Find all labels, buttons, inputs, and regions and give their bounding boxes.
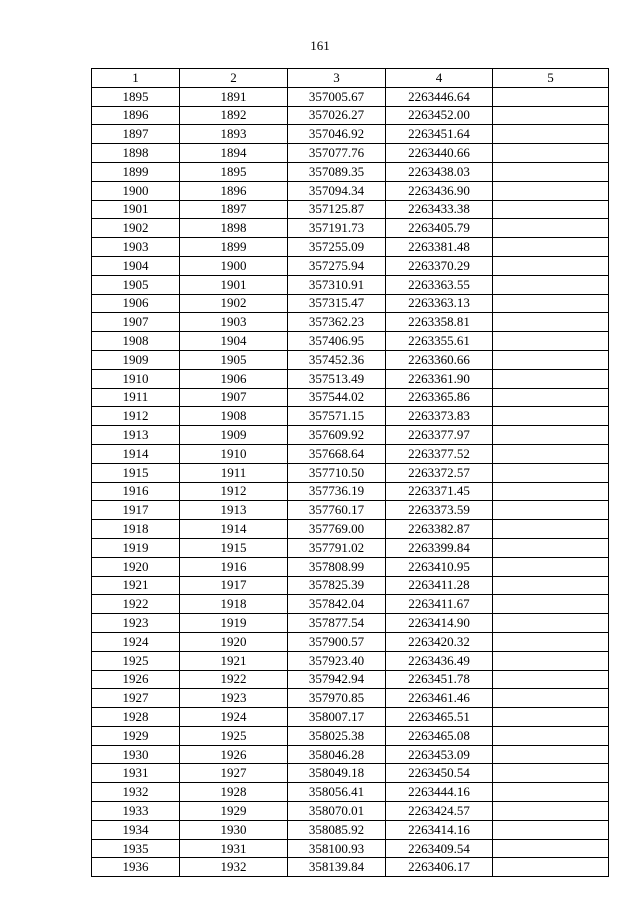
table-cell-col-3: 358070.01 (288, 802, 386, 821)
table-cell-col-2: 1900 (180, 256, 288, 275)
table-cell-col-1: 1917 (92, 501, 180, 520)
table-cell-col-5 (493, 482, 609, 501)
table-cell-col-4: 2263433.38 (386, 200, 493, 219)
table-row (92, 839, 609, 858)
table-cell-col-2: 1926 (180, 745, 288, 764)
table-cell-col-4: 2263371.45 (386, 482, 493, 501)
table-cell-col-5 (493, 200, 609, 219)
table-cell-col-4: 2263358.81 (386, 313, 493, 332)
table-cell-col-3: 357094.34 (288, 181, 386, 200)
table-cell-col-2: 1930 (180, 820, 288, 839)
table-row (92, 106, 609, 125)
table-cell-col-1: 1904 (92, 256, 180, 275)
table-row (92, 783, 609, 802)
table-cell-col-1: 1898 (92, 144, 180, 163)
table-cell-col-5 (493, 294, 609, 313)
table-cell-col-4: 2263451.78 (386, 670, 493, 689)
table-cell-col-2: 1922 (180, 670, 288, 689)
table-cell-col-3: 358100.93 (288, 839, 386, 858)
table-row (92, 87, 609, 106)
table-cell-col-2: 1910 (180, 444, 288, 463)
table-cell-col-4: 2263414.90 (386, 614, 493, 633)
table-cell-col-5 (493, 219, 609, 238)
table-cell-col-5 (493, 576, 609, 595)
table-cell-col-1: 1897 (92, 125, 180, 144)
table-cell-col-4: 2263372.57 (386, 463, 493, 482)
table-row (92, 501, 609, 520)
table-cell-col-2: 1906 (180, 369, 288, 388)
table-cell-col-3: 357452.36 (288, 350, 386, 369)
table-row (92, 407, 609, 426)
table-row (92, 576, 609, 595)
table-cell-col-5 (493, 745, 609, 764)
table-cell-col-2: 1915 (180, 538, 288, 557)
table-cell-col-4: 2263410.95 (386, 557, 493, 576)
table-cell-col-4: 2263461.46 (386, 689, 493, 708)
table-cell-col-3: 357571.15 (288, 407, 386, 426)
table-cell-col-1: 1900 (92, 181, 180, 200)
table-cell-col-2: 1917 (180, 576, 288, 595)
table-row (92, 632, 609, 651)
table-row (92, 332, 609, 351)
table-row (92, 745, 609, 764)
table-cell-col-5 (493, 858, 609, 877)
table-cell-col-2: 1925 (180, 726, 288, 745)
table-row (92, 858, 609, 877)
table-cell-col-3: 357970.85 (288, 689, 386, 708)
table-cell-col-1: 1919 (92, 538, 180, 557)
table-cell-col-2: 1896 (180, 181, 288, 200)
table-cell-col-1: 1920 (92, 557, 180, 576)
table-cell-col-2: 1903 (180, 313, 288, 332)
table-cell-col-2: 1918 (180, 595, 288, 614)
table-cell-col-4: 2263377.97 (386, 426, 493, 445)
table-cell-col-3: 357877.54 (288, 614, 386, 633)
table-cell-col-1: 1896 (92, 106, 180, 125)
table-row (92, 294, 609, 313)
table-cell-col-2: 1895 (180, 162, 288, 181)
table-cell-col-2: 1907 (180, 388, 288, 407)
table-row (92, 388, 609, 407)
table-cell-col-1: 1936 (92, 858, 180, 877)
table-cell-col-3: 357275.94 (288, 256, 386, 275)
table-cell-col-1: 1913 (92, 426, 180, 445)
table-cell-col-2: 1932 (180, 858, 288, 877)
table-cell-col-3: 358007.17 (288, 708, 386, 727)
table-cell-col-2: 1919 (180, 614, 288, 633)
table-cell-col-1: 1905 (92, 275, 180, 294)
table-row (92, 444, 609, 463)
table-cell-col-5 (493, 651, 609, 670)
table-cell-col-3: 357942.94 (288, 670, 386, 689)
table-cell-col-4: 2263355.61 (386, 332, 493, 351)
table-row (92, 125, 609, 144)
table-row (92, 482, 609, 501)
table-row (92, 369, 609, 388)
table-cell-col-5 (493, 802, 609, 821)
table-header (92, 69, 609, 88)
table-cell-col-3: 357900.57 (288, 632, 386, 651)
table-cell-col-1: 1934 (92, 820, 180, 839)
table-cell-col-2: 1897 (180, 200, 288, 219)
column-header-5: 5 (493, 69, 609, 88)
table-cell-col-5 (493, 783, 609, 802)
table-cell-col-2: 1891 (180, 87, 288, 106)
table-cell-col-2: 1901 (180, 275, 288, 294)
table-cell-col-5 (493, 463, 609, 482)
table-row (92, 614, 609, 633)
table-cell-col-2: 1898 (180, 219, 288, 238)
table-cell-col-1: 1911 (92, 388, 180, 407)
table-cell-col-3: 357842.04 (288, 595, 386, 614)
table-cell-col-5 (493, 407, 609, 426)
table-cell-col-4: 2263382.87 (386, 520, 493, 539)
table-row (92, 726, 609, 745)
table-cell-col-3: 357255.09 (288, 238, 386, 257)
table-row (92, 219, 609, 238)
table-cell-col-2: 1923 (180, 689, 288, 708)
table-cell-col-1: 1928 (92, 708, 180, 727)
table-cell-col-3: 358025.38 (288, 726, 386, 745)
table-cell-col-1: 1924 (92, 632, 180, 651)
table-cell-col-3: 357005.67 (288, 87, 386, 106)
table-cell-col-5 (493, 144, 609, 163)
table-cell-col-1: 1903 (92, 238, 180, 257)
table-row (92, 313, 609, 332)
table-cell-col-4: 2263438.03 (386, 162, 493, 181)
table-cell-col-4: 2263465.51 (386, 708, 493, 727)
table-cell-col-5 (493, 369, 609, 388)
table-row (92, 162, 609, 181)
table-cell-col-2: 1921 (180, 651, 288, 670)
table-cell-col-2: 1929 (180, 802, 288, 821)
table-cell-col-5 (493, 350, 609, 369)
table-cell-col-3: 357362.23 (288, 313, 386, 332)
table-cell-col-4: 2263420.32 (386, 632, 493, 651)
table-cell-col-3: 357710.50 (288, 463, 386, 482)
table-cell-col-4: 2263411.67 (386, 595, 493, 614)
table-cell-col-5 (493, 181, 609, 200)
table-cell-col-4: 2263405.79 (386, 219, 493, 238)
table-cell-col-4: 2263363.13 (386, 294, 493, 313)
table-cell-col-1: 1921 (92, 576, 180, 595)
table-cell-col-3: 357089.35 (288, 162, 386, 181)
table-cell-col-3: 357668.64 (288, 444, 386, 463)
table-row (92, 670, 609, 689)
table-cell-col-5 (493, 538, 609, 557)
table-cell-col-3: 357026.27 (288, 106, 386, 125)
table-row (92, 238, 609, 257)
table-cell-col-1: 1907 (92, 313, 180, 332)
table-cell-col-1: 1926 (92, 670, 180, 689)
page-number: 161 (310, 38, 330, 53)
table-cell-col-5 (493, 726, 609, 745)
column-header-4: 4 (386, 69, 493, 88)
table-cell-col-2: 1894 (180, 144, 288, 163)
table-cell-col-4: 2263465.08 (386, 726, 493, 745)
table-cell-col-1: 1918 (92, 520, 180, 539)
coordinates-table (91, 68, 609, 877)
table-row (92, 463, 609, 482)
table-cell-col-2: 1892 (180, 106, 288, 125)
table-cell-col-4: 2263373.83 (386, 407, 493, 426)
table-cell-col-2: 1909 (180, 426, 288, 445)
table-cell-col-1: 1922 (92, 595, 180, 614)
table-cell-col-2: 1911 (180, 463, 288, 482)
table-cell-col-4: 2263363.55 (386, 275, 493, 294)
table-cell-col-1: 1933 (92, 802, 180, 821)
table-cell-col-3: 358139.84 (288, 858, 386, 877)
table-cell-col-3: 358049.18 (288, 764, 386, 783)
table-cell-col-3: 357513.49 (288, 369, 386, 388)
table-cell-col-3: 357125.87 (288, 200, 386, 219)
table-cell-col-1: 1916 (92, 482, 180, 501)
table-cell-col-3: 357191.73 (288, 219, 386, 238)
table-cell-col-4: 2263370.29 (386, 256, 493, 275)
table-cell-col-5 (493, 839, 609, 858)
table-cell-col-4: 2263446.64 (386, 87, 493, 106)
table-cell-col-1: 1906 (92, 294, 180, 313)
table-cell-col-1: 1929 (92, 726, 180, 745)
table-cell-col-3: 358056.41 (288, 783, 386, 802)
table-row (92, 181, 609, 200)
table-cell-col-1: 1912 (92, 407, 180, 426)
table-cell-col-3: 357760.17 (288, 501, 386, 520)
table-cell-col-1: 1914 (92, 444, 180, 463)
table-cell-col-5 (493, 256, 609, 275)
table-row (92, 595, 609, 614)
table-cell-col-4: 2263377.52 (386, 444, 493, 463)
table-cell-col-1: 1931 (92, 764, 180, 783)
table-cell-col-3: 357406.95 (288, 332, 386, 351)
table-cell-col-3: 357609.92 (288, 426, 386, 445)
column-header-1: 1 (92, 69, 180, 88)
table-cell-col-5 (493, 614, 609, 633)
table-cell-col-4: 2263450.54 (386, 764, 493, 783)
table-cell-col-1: 1910 (92, 369, 180, 388)
table-cell-col-3: 358085.92 (288, 820, 386, 839)
table-row (92, 820, 609, 839)
table-cell-col-2: 1902 (180, 294, 288, 313)
table-row (92, 689, 609, 708)
table-row (92, 557, 609, 576)
table-cell-col-5 (493, 238, 609, 257)
table-cell-col-5 (493, 162, 609, 181)
table-cell-col-4: 2263424.57 (386, 802, 493, 821)
header-row (92, 69, 609, 88)
table-cell-col-1: 1899 (92, 162, 180, 181)
table-row (92, 256, 609, 275)
table-cell-col-1: 1923 (92, 614, 180, 633)
table-cell-col-1: 1935 (92, 839, 180, 858)
table-row (92, 708, 609, 727)
table-cell-col-1: 1915 (92, 463, 180, 482)
table-cell-col-5 (493, 595, 609, 614)
table-cell-col-5 (493, 313, 609, 332)
table-cell-col-4: 2263414.16 (386, 820, 493, 839)
table-cell-col-4: 2263436.90 (386, 181, 493, 200)
table-cell-col-2: 1893 (180, 125, 288, 144)
table-cell-col-4: 2263411.28 (386, 576, 493, 595)
table-cell-col-1: 1895 (92, 87, 180, 106)
table-cell-col-3: 358046.28 (288, 745, 386, 764)
table-row (92, 802, 609, 821)
table-cell-col-4: 2263440.66 (386, 144, 493, 163)
table-cell-col-5 (493, 764, 609, 783)
table-cell-col-1: 1902 (92, 219, 180, 238)
table-row (92, 426, 609, 445)
table-cell-col-1: 1901 (92, 200, 180, 219)
table-cell-col-4: 2263361.90 (386, 369, 493, 388)
table-cell-col-1: 1925 (92, 651, 180, 670)
table-cell-col-2: 1924 (180, 708, 288, 727)
table-row (92, 350, 609, 369)
table-cell-col-5 (493, 275, 609, 294)
table-cell-col-3: 357310.91 (288, 275, 386, 294)
table-cell-col-5 (493, 708, 609, 727)
table-cell-col-5 (493, 820, 609, 839)
table-cell-col-4: 2263444.16 (386, 783, 493, 802)
table-cell-col-3: 357315.47 (288, 294, 386, 313)
table-row (92, 651, 609, 670)
table-cell-col-1: 1932 (92, 783, 180, 802)
table-row (92, 764, 609, 783)
table-row (92, 144, 609, 163)
table-cell-col-5 (493, 557, 609, 576)
table-cell-col-5 (493, 444, 609, 463)
table-cell-col-2: 1899 (180, 238, 288, 257)
table-cell-col-3: 357769.00 (288, 520, 386, 539)
table-cell-col-5 (493, 388, 609, 407)
table-cell-col-2: 1928 (180, 783, 288, 802)
table-cell-col-5 (493, 501, 609, 520)
table-row (92, 275, 609, 294)
table-cell-col-4: 2263452.00 (386, 106, 493, 125)
table-cell-col-5 (493, 520, 609, 539)
table-cell-col-5 (493, 332, 609, 351)
table-cell-col-4: 2263399.84 (386, 538, 493, 557)
table-cell-col-3: 357046.92 (288, 125, 386, 144)
table-cell-col-5 (493, 87, 609, 106)
table-cell-col-2: 1914 (180, 520, 288, 539)
column-header-2: 2 (180, 69, 288, 88)
table-cell-col-2: 1908 (180, 407, 288, 426)
table-cell-col-4: 2263453.09 (386, 745, 493, 764)
table-row (92, 538, 609, 557)
table-cell-col-4: 2263360.66 (386, 350, 493, 369)
table-row (92, 520, 609, 539)
table-cell-col-3: 357736.19 (288, 482, 386, 501)
table-cell-col-3: 357791.02 (288, 538, 386, 557)
table-cell-col-2: 1916 (180, 557, 288, 576)
table-cell-col-1: 1908 (92, 332, 180, 351)
table-cell-col-4: 2263381.48 (386, 238, 493, 257)
table-cell-col-3: 357808.99 (288, 557, 386, 576)
column-header-3: 3 (288, 69, 386, 88)
table-cell-col-3: 357077.76 (288, 144, 386, 163)
table-cell-col-2: 1912 (180, 482, 288, 501)
table-cell-col-5 (493, 426, 609, 445)
table-cell-col-5 (493, 106, 609, 125)
table-cell-col-5 (493, 670, 609, 689)
table-cell-col-2: 1904 (180, 332, 288, 351)
table-cell-col-5 (493, 689, 609, 708)
table-body (92, 87, 609, 876)
table-cell-col-1: 1930 (92, 745, 180, 764)
table-cell-col-4: 2263406.17 (386, 858, 493, 877)
table-cell-col-1: 1927 (92, 689, 180, 708)
table-cell-col-4: 2263365.86 (386, 388, 493, 407)
table-cell-col-2: 1913 (180, 501, 288, 520)
table-cell-col-3: 357825.39 (288, 576, 386, 595)
table-cell-col-5 (493, 632, 609, 651)
table-cell-col-2: 1927 (180, 764, 288, 783)
table-cell-col-3: 357544.02 (288, 388, 386, 407)
table-cell-col-2: 1920 (180, 632, 288, 651)
table-cell-col-4: 2263451.64 (386, 125, 493, 144)
table-cell-col-2: 1931 (180, 839, 288, 858)
table-cell-col-1: 1909 (92, 350, 180, 369)
table-cell-col-3: 357923.40 (288, 651, 386, 670)
table-cell-col-5 (493, 125, 609, 144)
table-cell-col-4: 2263409.54 (386, 839, 493, 858)
table-row (92, 200, 609, 219)
table-cell-col-4: 2263436.49 (386, 651, 493, 670)
table-cell-col-2: 1905 (180, 350, 288, 369)
table-cell-col-4: 2263373.59 (386, 501, 493, 520)
